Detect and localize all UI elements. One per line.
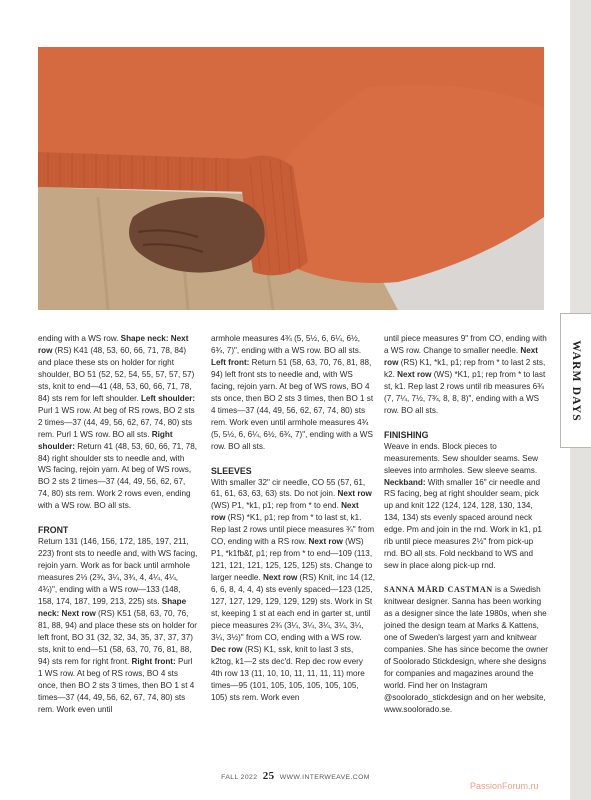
- section-heading: SLEEVES: [211, 465, 252, 476]
- watermark: PassionForum.ru: [470, 781, 539, 791]
- bold-run: Neckband:: [384, 477, 426, 487]
- bold-run: Shape neck: Next row: [38, 597, 187, 619]
- text-run: (WS) P1, *k1, p1; rep from * to end.: [211, 501, 342, 511]
- bold-run: Next row: [262, 573, 298, 583]
- text-run: With smaller 16" cir needle and RS facing, beg at right shoulder seam, pick up and knit 122 (124, 124, 128, 130, 134, 134, 134) sts evenly spaced around neck edge. Pm and join in the rnd. Work in k1, p1 rib until piece measures 2½" from pick-up rnd. BO all sts. Fold neckband to WS and sew in place along pick-up rnd.: [384, 477, 542, 571]
- text-run: is a Swedish knitwear designer. Sanna has been working as a designer since the late 1980s, when she joined the design team at Marks & Kattens, one of Sweden's largest yarn and knitwear companies. She has since become the owner of Soolorado Stickdesign, where she designs for companies and magazines around the world. Find her on Instagram @soolorado_stickdesign and on her website, www.soolorado.se.: [384, 585, 548, 714]
- text-run: until piece measures 9" from CO, ending with a WS row. Change to smaller needle.: [384, 334, 547, 355]
- bold-run: Next row: [337, 489, 372, 499]
- body-paragraph: [384, 584, 548, 715]
- text-run: (WS) P1, *k1fb&f, p1; rep from * to end—109 (113, 121, 121, 121, 125, 125, 125) sts. Change to larger needle.: [211, 537, 373, 583]
- bold-run: Left shoulder:: [140, 393, 196, 403]
- section-tab-label: [563, 318, 589, 443]
- text-run: armhole measures 4¾ (5, 5½, 6, 6¼, 6½, 6¾, 7)", ending with a WS row. BO all sts.: [211, 334, 362, 355]
- bold-run: Next row: [308, 537, 343, 547]
- text-run: (RS) K1, ssk, knit to last 3 sts, k2tog, k1—2 sts dec'd. Rep dec row every 4th row 13 (11, 10, 10, 11, 11, 11, 11) more times—95 (101, 105, 105, 105, 105, 105, 105) sts rem. Work even: [211, 644, 365, 702]
- page-number: 25: [262, 770, 275, 782]
- footer-website: WWW.INTERWEAVE.COM: [279, 774, 370, 781]
- text-run: Purl 1 WS row. At beg of RS rows, BO 4 sts once, then BO 2 sts 3 times, then BO 1 st 4 times—37 (44, 49, 56, 62, 67, 74, 80) sts rem. Work even until: [38, 656, 195, 714]
- paragraph-gap: [384, 417, 548, 429]
- sweater-photo: [38, 47, 544, 310]
- text-run: Return 41 (48, 53, 60, 66, 71, 78, 84) right shoulder sts to needle and, with WS facing, rejoin yarn. At beg of WS rows, BO 2 sts 2 times—37 (44, 49, 56, 62, 67, 74, 80) sts rem. Work 2 rows even, ending with a WS row. BO all sts.: [38, 441, 197, 511]
- text-run: (RS) *K1, p1; rep from * to last st, k1. Rep last 2 rows until piece measures ¾" from CO, ending with a RS row.: [211, 513, 375, 547]
- body-paragraph: [38, 536, 198, 715]
- section-tab-text: WARM DAYS: [570, 339, 582, 422]
- text-run: (RS) K51 (58, 63, 70, 76, 81, 88, 94) and place these sts on holder for left front, BO 31 (32, 32, 34, 35, 37, 37, 37) sts, knit to end—51 (58, 63, 70, 76, 81, 88, 94) sts rem for right front.: [38, 609, 197, 666]
- text-run: With smaller 32" cir needle, CO 55 (57, 61, 61, 61, 63, 63, 63) sts. Do not join.: [211, 477, 366, 499]
- footer-issue: FALL 2022: [221, 774, 258, 781]
- body-paragraph: [38, 333, 198, 512]
- body-paragraph: [211, 333, 375, 453]
- text-run: (RS) K41 (48, 53, 60, 66, 71, 78, 84) and place these sts on holder for right shoulder, BO 51 (52, 52, 54, 55, 57, 57, 57) sts, knit to end—41 (48, 53, 60, 66, 71, 78, 84) sts rem for left shoulder.: [38, 345, 195, 403]
- section-heading: FRONT: [38, 525, 69, 536]
- text-run: Purl 1 WS row. At beg of RS rows, BO 2 sts 2 times—37 (44, 49, 56, 62, 67, 74, 80) sts rem. Purl 1 WS row. BO all sts.: [38, 405, 195, 439]
- paragraph-gap: [384, 572, 548, 584]
- paragraph-gap: [38, 512, 198, 524]
- body-paragraph: [211, 477, 375, 704]
- bold-run: Next row: [384, 345, 539, 367]
- bold-run: Next row: [397, 369, 432, 379]
- text-run: (RS) Knit, inc 14 (12, 6, 6, 8, 4, 4, 4) sts evenly spaced—123 (125, 127, 127, 129, 129, 129, 129) sts. Work in St st, keeping 1 st at each end in garter st, until piece measures 2¾ (3¼, 3¼, 3¼, 3¼, 3¼, 3¼, 3½)" from CO, ending with a WS row.: [211, 573, 375, 642]
- text-column-1: [38, 333, 198, 716]
- paragraph-gap: [211, 453, 375, 465]
- body-paragraph: [384, 333, 548, 417]
- bold-run: Next row: [211, 501, 359, 523]
- bold-run: Right front:: [131, 656, 176, 666]
- bold-run: Right shoulder:: [38, 429, 173, 451]
- text-run: Weave in ends. Block pieces to measurements. Sew shoulder seams. Sew sleeves into armholes. Sew sleeve seams.: [384, 441, 538, 475]
- body-paragraph: [384, 441, 548, 572]
- text-run: Return 51 (58, 63, 70, 76, 81, 88, 94) left front sts to needle and, with WS facing, rejoin yarn. At beg of WS rows, BO 4 sts once, then BO 2 sts 3 times, then BO 1 st 4 times—37 (44, 49, 56, 62, 67, 74, 80) sts rem. Work even until armhole measures 4¾ (5, 5½, 6, 6¼, 6½, 6¾, 7)", ending with a WS row. BO all sts.: [211, 357, 374, 451]
- text-run: ending with a WS row.: [38, 334, 121, 343]
- bold-run: Shape neck:: [120, 334, 169, 343]
- text-column-3: [384, 333, 548, 716]
- text-run: Return 131 (146, 156, 172, 185, 197, 211, 223) front sts to needle and, with WS facing, rejoin yarn. Work as for back until armhole measures 2⅓ (2¾, 3¼, 3¾, 4, 4¼, 4¼, 4¾)", ending with a WS row—133 (148, 158, 174, 187, 199, 213, 225) sts.: [38, 537, 198, 607]
- designer-name: SANNA MÅRD CASTMAN: [384, 585, 493, 595]
- text-column-2: [211, 333, 375, 704]
- section-heading: FINISHING: [384, 429, 429, 440]
- text-run: (WS) *K1, p1; rep from * to last st, k1. Rep last 2 rows until rib measures 6¾ (7, 7¼, 7½, 7¾, 8, 8, 8)", ending with a WS row. BO all sts.: [384, 369, 546, 415]
- bold-run: Left front:: [211, 357, 250, 367]
- bold-run: Next row: [38, 334, 189, 355]
- bold-run: Dec row: [211, 644, 243, 654]
- text-run: (RS) K1, *k1, p1; rep from * to last 2 sts, k2.: [384, 357, 546, 379]
